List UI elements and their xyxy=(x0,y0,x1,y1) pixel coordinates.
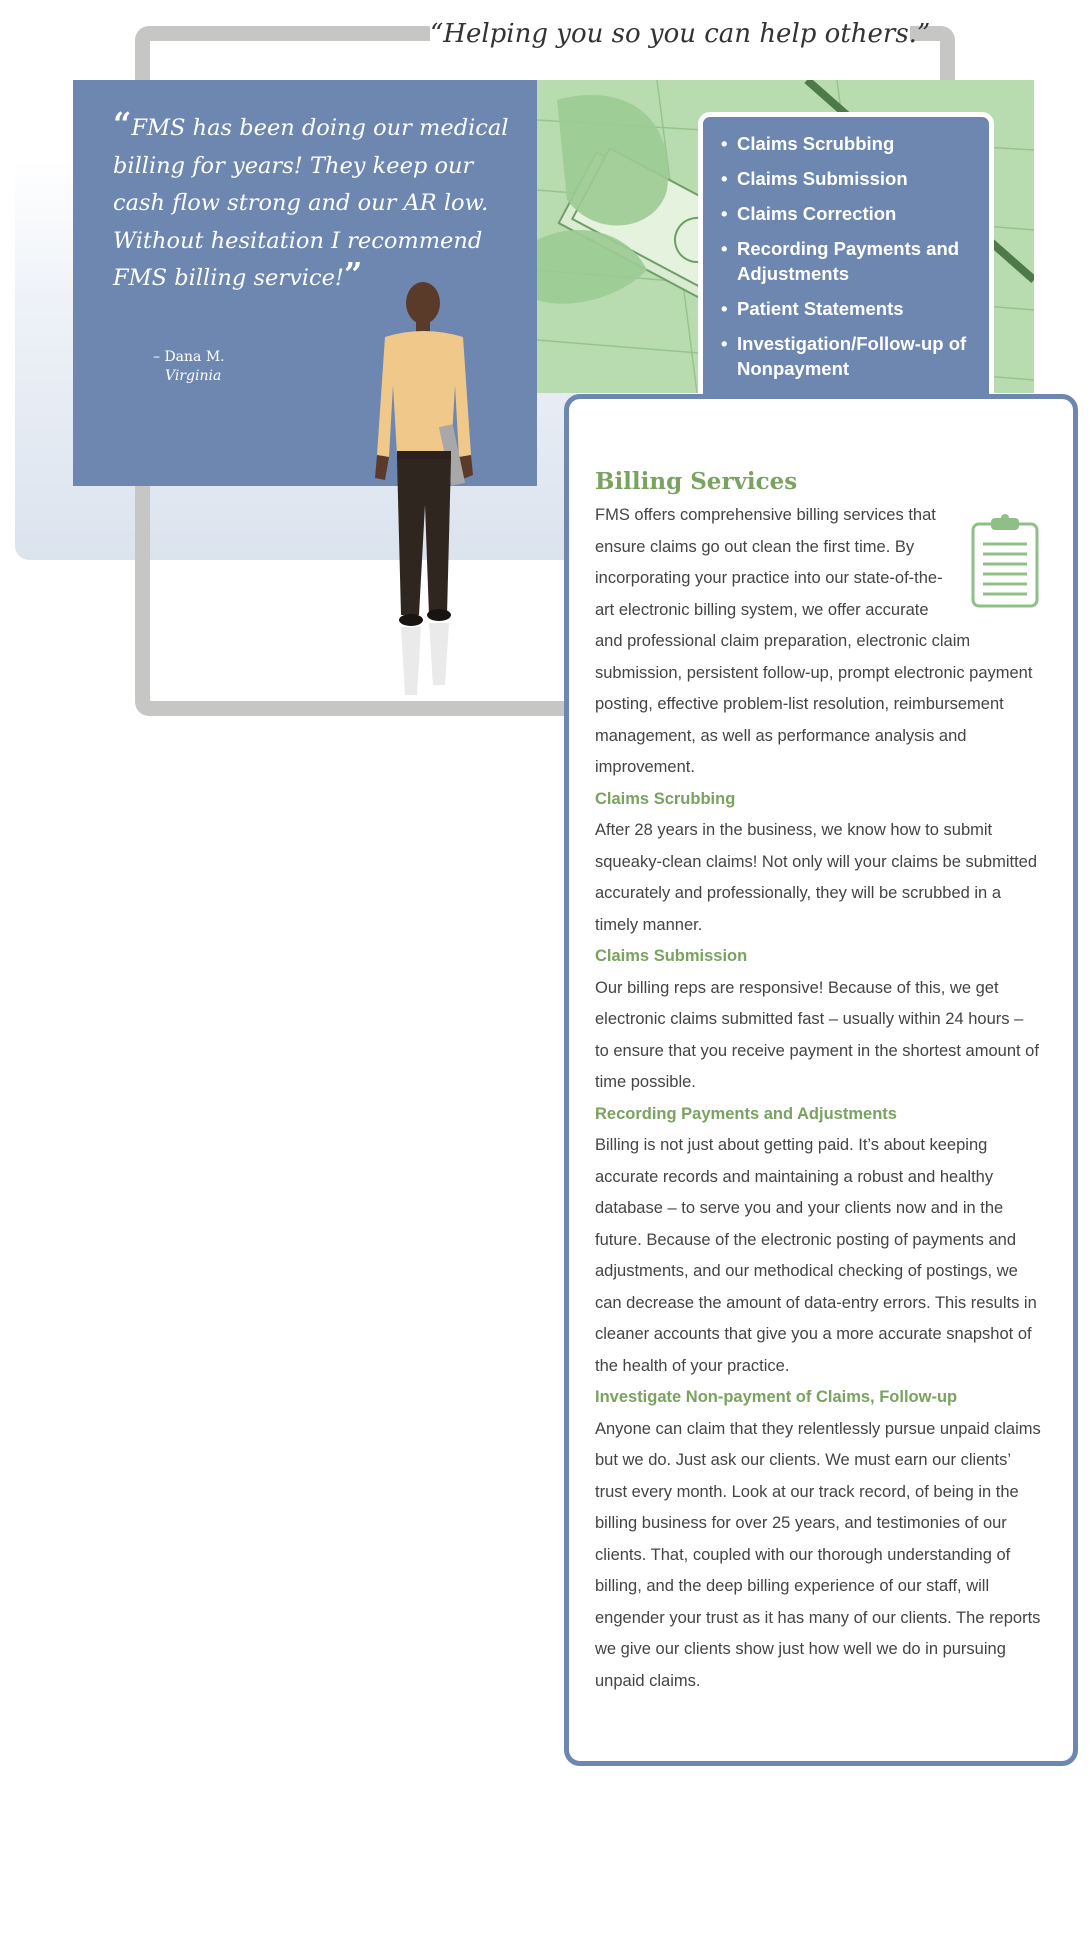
service-item: • Investigation/Follow-up of Nonpayment xyxy=(721,331,971,381)
billing-intro-block xyxy=(595,500,1041,784)
testimonial-text: FMS has been doing our medical billing for years! They keep our cash flow strong and our AR low. Without hesitation I recommend FMS billing service! xyxy=(113,115,509,291)
close-quote-mark: ” xyxy=(343,255,363,293)
testimonial-author xyxy=(153,348,225,386)
service-item: • Claims Submission xyxy=(721,166,971,191)
person-photo xyxy=(355,275,495,705)
section-heading-recording-payments: Recording Payments and Adjustments xyxy=(595,1104,897,1123)
section-body-claims-scrubbing: After 28 years in the business, we know how to submit squeaky-clean claims! Not only will your claims be submitted accurately and professionally, they will be scrubbed in a timely manner. xyxy=(595,821,1038,934)
section-body-claims-submission: Our billing reps are responsive! Because of this, we get electronic claims submitted fast – usually within 24 hours – to ensure that you receive payment in the shortest amount of time possible. xyxy=(595,978,1039,1091)
service-item: • Patient Statements xyxy=(721,296,971,321)
billing-intro: FMS offers comprehensive billing services that ensure claims go out clean the first time. By incorporating your practice into our state-of-the-art electronic billing system, we offer accurate and professional claim preparation, electronic claim submission, persistent follow-up, prompt electronic payment posting, effective problem-list resolution, reimbursement management, as well as performance analysis and improvement. xyxy=(595,506,1033,776)
open-quote-mark: “ xyxy=(113,105,132,143)
service-item: • Claims Correction xyxy=(721,201,971,226)
section-heading-claims-submission: Claims Submission xyxy=(595,947,748,965)
footer-whitespace xyxy=(0,1780,1091,1941)
tagline: “Helping you so you can help others.” xyxy=(430,19,931,49)
section-body-investigate-nonpayment: Anyone can claim that they relentlessly pursue unpaid claims but we do. Just ask our clients. We must earn our clients’ trust every month. Look at our track record, of being in the billing business for over 25 years, and testimonies of our clients. That, coupled with our thorough understanding of billing, and the deep billing experience of our staff, will engender your trust as it has many of our clients. The reports we give our clients show just how well we do in pursuing unpaid claims. xyxy=(595,1419,1041,1690)
billing-services-content xyxy=(595,468,1041,1697)
service-item: • Recording Payments and Adjustments xyxy=(721,236,971,286)
billing-title: Billing Services xyxy=(595,468,798,495)
service-item: • Claims Scrubbing xyxy=(721,131,971,156)
testimonial-quote xyxy=(113,105,513,298)
section-body-recording-payments: Billing is not just about getting paid. It’s about keeping accurate records and maintaining a robust and healthy database – to serve you and your clients now and in the future. Because of the electronic posting of payments and adjustments, and our methodical checking of postings, we can decrease the amount of data-entry errors. This results in cleaner accounts that give you a more accurate snapshot of the health of your practice. xyxy=(595,1136,1037,1375)
author-location: Virginia xyxy=(165,368,222,384)
clipboard-icon xyxy=(969,514,1041,610)
tagline-banner xyxy=(430,6,931,49)
section-heading-investigate-nonpayment: Investigate Non-payment of Claims, Follow-up xyxy=(595,1388,958,1406)
section-heading-claims-scrubbing: Claims Scrubbing xyxy=(595,789,736,808)
author-name: – Dana M. xyxy=(153,349,225,365)
